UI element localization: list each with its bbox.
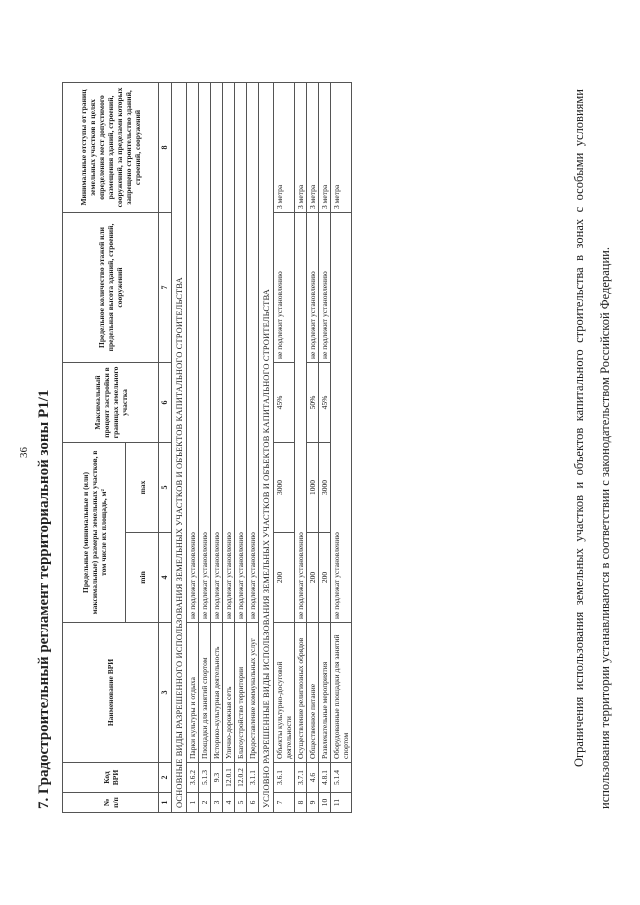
row-setback: 3 метра xyxy=(294,82,306,212)
row-number: 1 xyxy=(186,793,198,813)
col-number: 2 xyxy=(159,763,172,793)
row-floors: не подлежит установлению xyxy=(318,212,330,362)
row-min: 200 xyxy=(273,533,294,623)
section-conditional-heading: УСЛОВНО РАЗРЕШЕННЫЕ ВИДЫ ИСПОЛЬЗОВАНИЯ ЗЕМЕЛЬНЫХ УЧАСТКОВ И ОБЪЕКТОВ КАПИТАЛЬНОГО СТРОИТЕЛЬСТВА xyxy=(258,82,273,812)
row-code: 3.1.1 xyxy=(246,763,258,793)
table-row xyxy=(273,82,294,812)
row-name: Благоустройство территории xyxy=(234,623,246,763)
row-not-set: не подлежат установлению xyxy=(186,82,198,622)
row-code: 9.3 xyxy=(210,763,222,793)
row-name: Предоставление коммунальных услуг xyxy=(246,623,258,763)
row-not-set: не подлежат установлению xyxy=(246,82,258,622)
row-pct: 45% xyxy=(318,362,330,442)
row-code: 4.8.1 xyxy=(318,763,330,793)
row-number: 5 xyxy=(234,793,246,813)
row-floors: не подлежит установлению xyxy=(306,212,318,362)
row-code: 12.0.2 xyxy=(234,763,246,793)
row-floors: не подлежит установлению xyxy=(273,212,294,362)
table-row xyxy=(246,82,258,812)
header-code: Код ВРИ xyxy=(63,763,159,793)
row-max: 3000 xyxy=(318,442,330,532)
row-name: Оборудованные площадки для занятий спортом xyxy=(330,623,351,763)
table-row xyxy=(222,82,234,812)
page-number: 36 xyxy=(18,447,30,458)
header-max: max xyxy=(126,442,159,532)
row-not-set: не подлежат установлению xyxy=(234,82,246,622)
row-code: 3.7.1 xyxy=(294,763,306,793)
row-number: 3 xyxy=(210,793,222,813)
row-min: 200 xyxy=(306,533,318,623)
row-name: Историко-культурная деятельность xyxy=(210,623,222,763)
row-code: 12.0.1 xyxy=(222,763,234,793)
header-pct: Максимальный процент застройки в границах земельного участка xyxy=(63,362,159,442)
page-title: 7. Градостроительный регламент территориальной зоны Р1/1 xyxy=(36,389,52,809)
row-number: 4 xyxy=(222,793,234,813)
header-num: № п/п xyxy=(63,793,159,813)
row-max: 1000 xyxy=(306,442,318,532)
row-number: 11 xyxy=(330,793,351,813)
col-number: 5 xyxy=(159,442,172,532)
row-pct: 50% xyxy=(306,362,318,442)
header-name: Наименование ВРИ xyxy=(63,623,159,763)
row-name: Осуществление религиозных обрядов xyxy=(294,623,306,763)
header-setback: Минимальные отступы от границ земельных участков в целях определения мест допустимого размещения зданий, строений, сооружений, за пределами которых запрещено строительство зданий, строений, сооружений xyxy=(63,82,159,212)
row-min: 200 xyxy=(318,533,330,623)
row-setback: 3 метра xyxy=(330,82,351,212)
regulation-table xyxy=(62,82,352,813)
col-number: 3 xyxy=(159,623,172,763)
header-min: min xyxy=(126,533,159,623)
row-name: Общественное питание xyxy=(306,623,318,763)
row-number: 9 xyxy=(306,793,318,813)
row-not-set: не подлежат установлению xyxy=(198,82,210,622)
row-name: Развлекательные мероприятия xyxy=(318,623,330,763)
row-name: Площадки для занятий спортом xyxy=(198,623,210,763)
row-max: 3000 xyxy=(273,442,294,532)
row-pct: 45% xyxy=(273,362,294,442)
col-number: 7 xyxy=(159,212,172,362)
row-size: не подлежат установлению xyxy=(294,212,306,622)
row-name: Улично-дорожная сеть xyxy=(222,623,234,763)
header-floors: Предельное количество этажей или предельная высота зданий, строений, сооружений xyxy=(63,212,159,362)
row-number: 6 xyxy=(246,793,258,813)
restrictions-paragraph: Ограничения использования земельных участков и объектов капитального строительства в зонах с особыми условиями использования территории устанавливаются в соответствии с законодательством Российской Федерации. xyxy=(572,89,612,809)
row-code: 3.6.1 xyxy=(273,763,294,793)
col-number: 4 xyxy=(159,533,172,623)
row-code: 4.6 xyxy=(306,763,318,793)
row-number: 10 xyxy=(318,793,330,813)
table-row xyxy=(306,82,318,812)
row-code: 5.1.4 xyxy=(330,763,351,793)
table-row xyxy=(318,82,330,812)
table-row xyxy=(330,82,351,812)
row-setback: 3 метра xyxy=(318,82,330,212)
header-size: Предельные (минимальные и (или) максимальные) размеры земельных участков, в том числе их площадь, м² xyxy=(63,442,126,622)
table-row xyxy=(198,82,210,812)
table-row xyxy=(294,82,306,812)
col-number: 1 xyxy=(159,793,172,813)
row-number: 7 xyxy=(273,793,294,813)
section-main-heading: ОСНОВНЫЕ ВИДЫ РАЗРЕШЕННОГО ИСПОЛЬЗОВАНИЯ ЗЕМЕЛЬНЫХ УЧАСТКОВ И ОБЪЕКТОВ КАПИТАЛЬНОГО СТРОИТЕЛЬСТВА xyxy=(171,82,186,812)
row-name: Парки культуры и отдыха xyxy=(186,623,198,763)
col-number: 8 xyxy=(159,82,172,212)
row-code: 3.6.2 xyxy=(186,763,198,793)
row-not-set: не подлежат установлению xyxy=(210,82,222,622)
row-setback: 3 метра xyxy=(273,82,294,212)
row-setback: 3 метра xyxy=(306,82,318,212)
table-row xyxy=(210,82,222,812)
col-number: 6 xyxy=(159,362,172,442)
row-not-set: не подлежат установлению xyxy=(222,82,234,622)
row-code: 5.1.3 xyxy=(198,763,210,793)
column-numbers-row xyxy=(159,82,172,812)
row-size: не подлежат установлению xyxy=(330,212,351,622)
table-row xyxy=(234,82,246,812)
row-number: 2 xyxy=(198,793,210,813)
table-row xyxy=(186,82,198,812)
row-name: Объекты культурно-досуговой деятельности xyxy=(273,623,294,763)
row-number: 8 xyxy=(294,793,306,813)
